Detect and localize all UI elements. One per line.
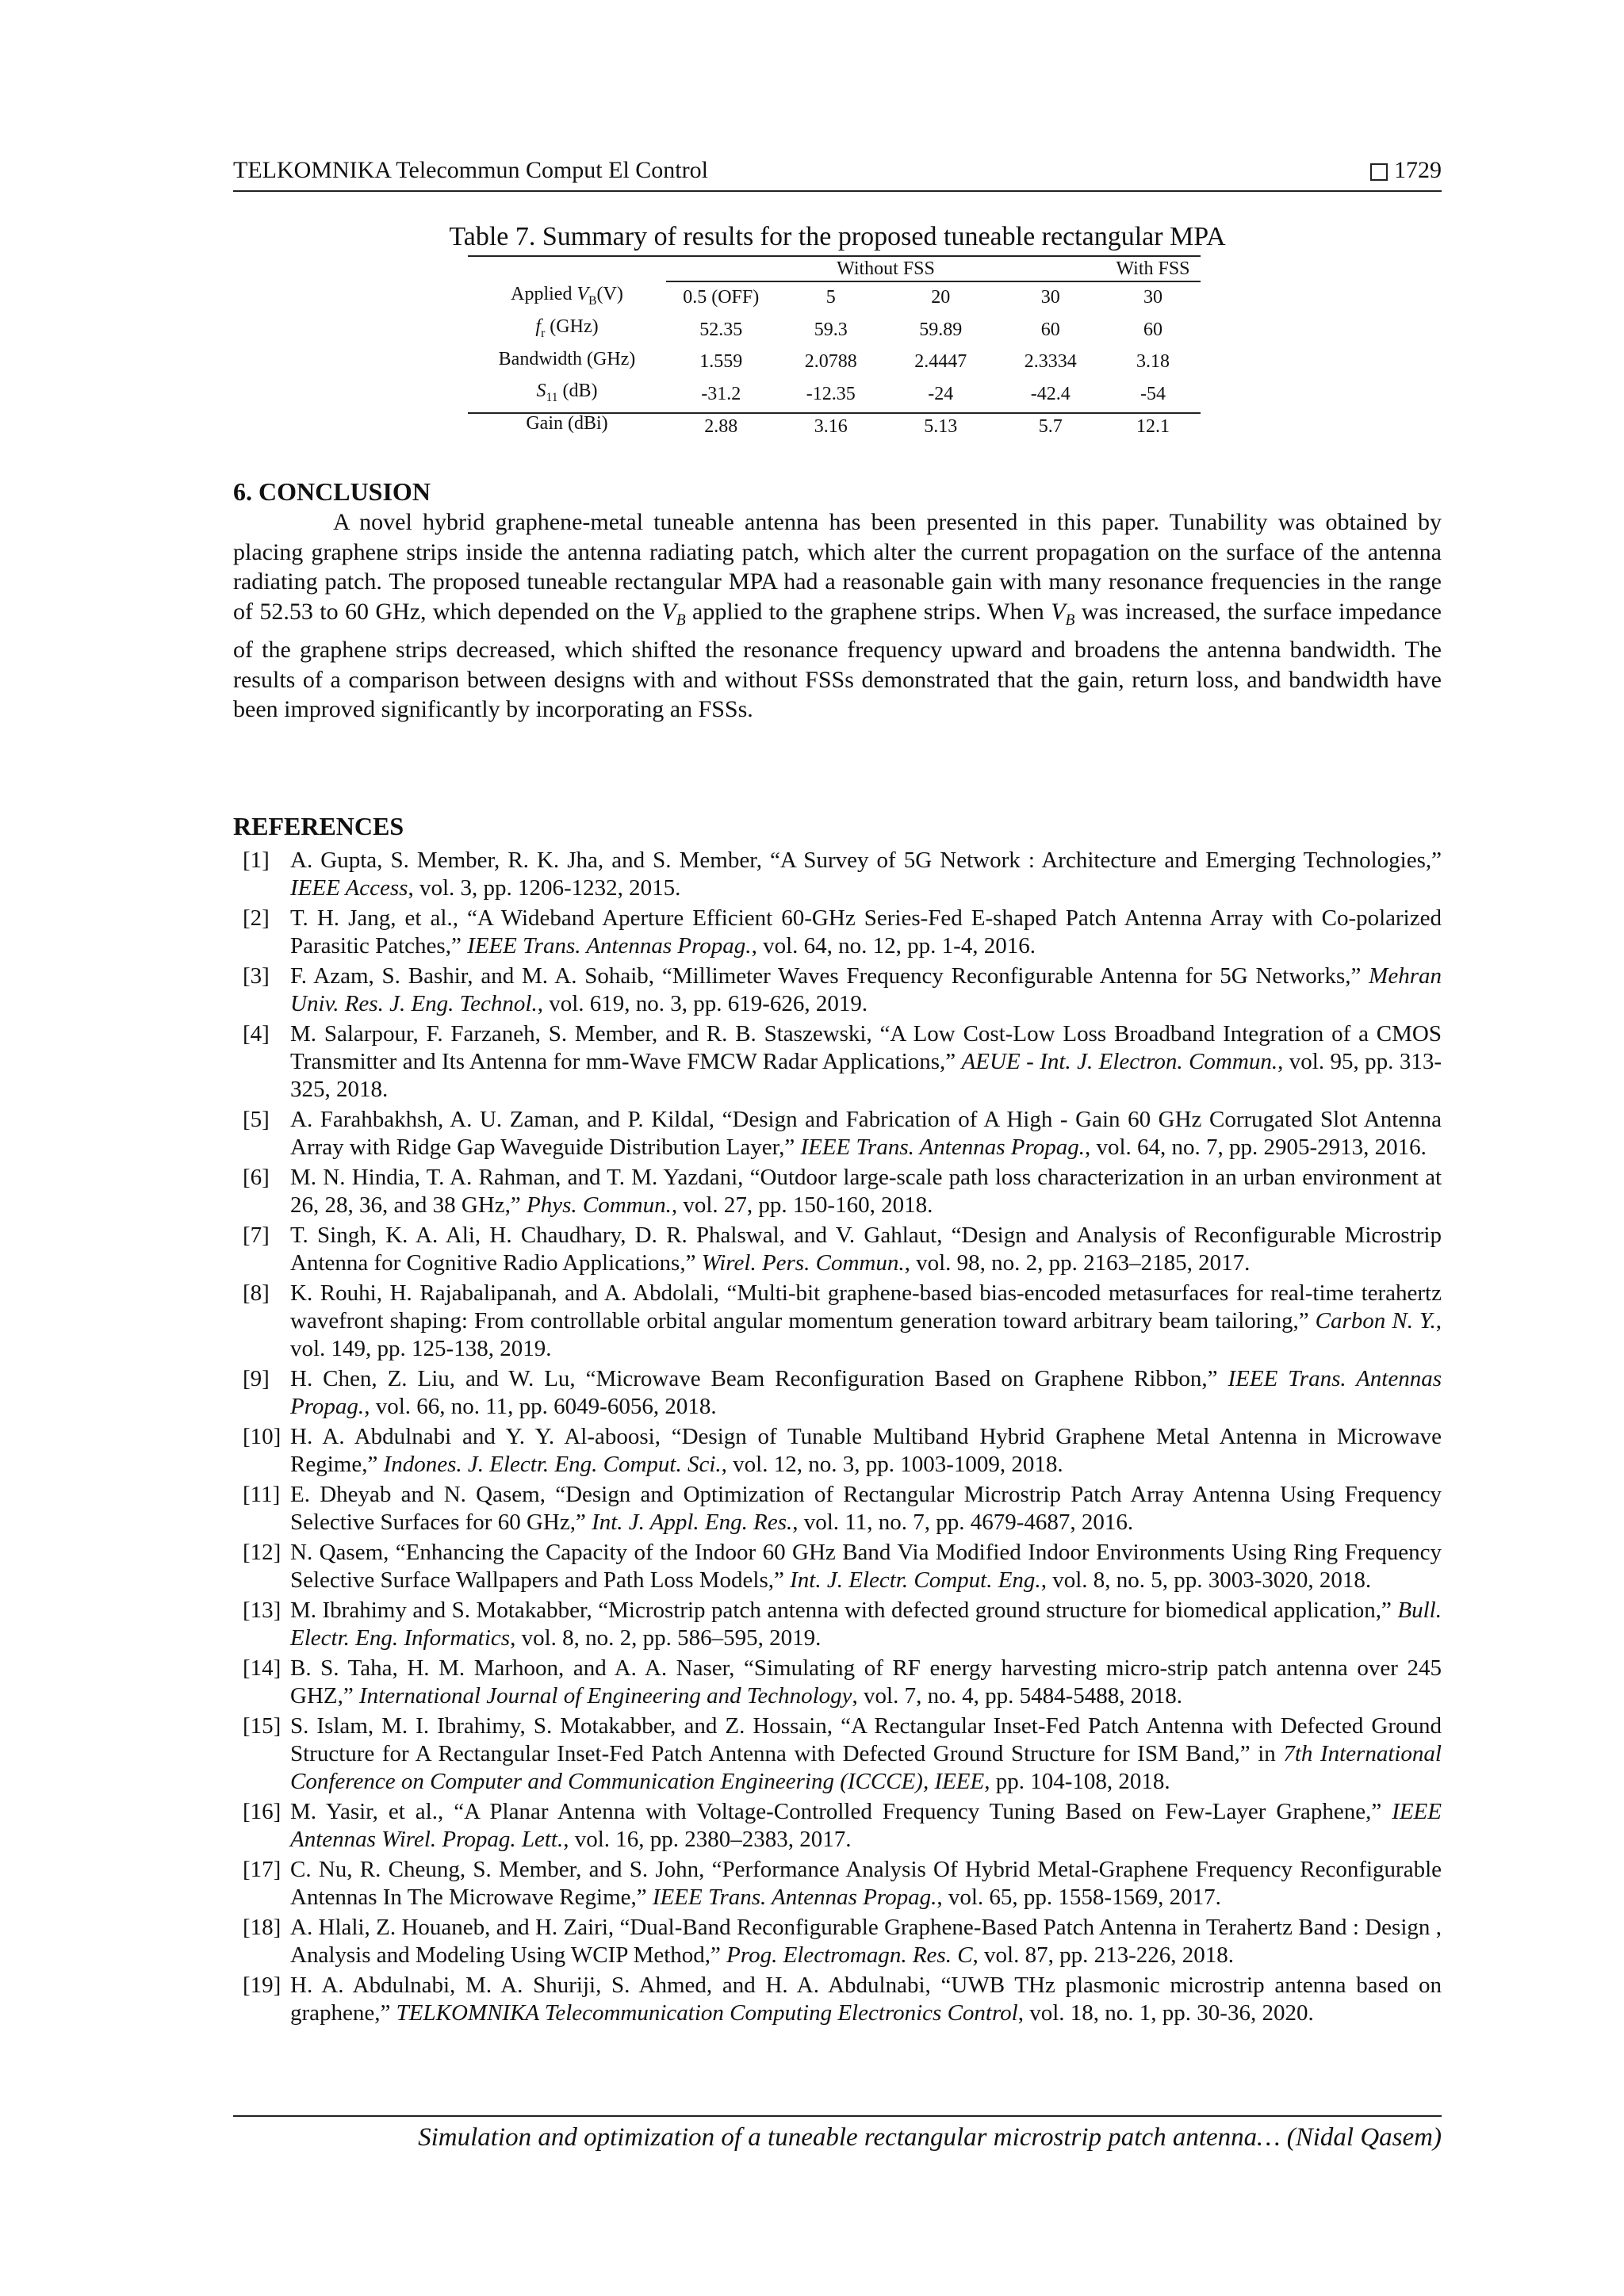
table-group-header-row bbox=[468, 257, 1201, 281]
reference-details: , vol. 16, pp. 2380–2383, 2017. bbox=[563, 1827, 852, 1852]
reference-number: [19] bbox=[243, 1973, 282, 1998]
reference-text: H. Chen, Z. Liu, and W. Lu, “Microwave Beam Reconfiguration Based on Graphene Ribbon,” bbox=[290, 1366, 1228, 1391]
table-row bbox=[468, 378, 1201, 411]
table-cell: 20 bbox=[931, 287, 951, 308]
reference-text: H. A. Abdulnabi, M. A. Shuriji, S. Ahmed, and H. A. Abdulnabi, “UWB THz plasmonic microstrip antenna based on graphene,” bbox=[290, 1973, 1442, 2026]
reference-number: [7] bbox=[243, 1223, 270, 1248]
table-row-label: Gain (dBi) bbox=[526, 413, 608, 434]
conclusion-text-part3: was increased, the surface impedance of the graphene strips decreased, which shifted the resonance frequency upward and broadens the antenna bandwidth. The results of a comparison between designs with and without FSSs demonstrated that the gain, return loss, and bandwidth have been improved significantly by incorporating an FSSs. bbox=[233, 598, 1442, 722]
reference-details: , vol. 66, no. 11, pp. 6049-6056, 2018. bbox=[364, 1394, 717, 1419]
table-cell: 3.18 bbox=[1136, 351, 1170, 373]
page-number: 1729 bbox=[1394, 157, 1442, 183]
reference-number: [2] bbox=[243, 905, 270, 931]
conclusion-text-part1: A novel hybrid graphene-metal tuneable antenna has been presented in this paper. Tunability was obtained by placing graphene strips inside the antenna radiating patch, which alter the current propagation on the surface of the antenna radiating patch. The proposed tuneable rectangular MPA had a reasonable gain with many resonance frequencies in the range of 52.53 to 60 GHz, which depended on the bbox=[233, 509, 1442, 625]
table-cell: -31.2 bbox=[701, 384, 741, 405]
reference-item bbox=[233, 1020, 1442, 1104]
table-row-label: $f_r$ (GHz) bbox=[535, 316, 599, 340]
reference-number: [4] bbox=[243, 1021, 270, 1047]
reference-number: [10] bbox=[243, 1424, 282, 1449]
footer-rule bbox=[233, 2115, 1442, 2117]
references-heading: REFERENCES bbox=[233, 812, 404, 840]
table-cell: 30 bbox=[1040, 287, 1060, 308]
reference-number: [8] bbox=[243, 1280, 270, 1306]
reference-number: [5] bbox=[243, 1107, 270, 1132]
reference-details: , vol. 7, no. 4, pp. 5484-5488, 2018. bbox=[852, 1683, 1183, 1709]
running-header bbox=[233, 155, 1442, 192]
table-cell: 2.3334 bbox=[1024, 351, 1077, 373]
results-table bbox=[468, 257, 1201, 443]
reference-item bbox=[233, 1106, 1442, 1161]
reference-details: , vol. 12, no. 3, pp. 1003-1009, 2018. bbox=[721, 1452, 1063, 1477]
reference-item bbox=[233, 1856, 1442, 1911]
reference-number: [17] bbox=[243, 1857, 282, 1882]
reference-details: , vol. 87, pp. 213-226, 2018. bbox=[972, 1942, 1235, 1968]
table-cell: 1.559 bbox=[699, 351, 743, 373]
table-cell: 52.35 bbox=[699, 319, 743, 340]
reference-details: , vol. 98, no. 2, pp. 2163–2185, 2017. bbox=[904, 1250, 1251, 1276]
reference-item bbox=[233, 962, 1442, 1018]
table-cell: 2.4447 bbox=[914, 351, 967, 373]
reference-text: M. Salarpour, F. Farzaneh, S. Member, and R. B. Staszewski, “A Low Cost-Low Loss Broadband Integration of a CMOS Transmitter and Its Antenna for mm-Wave FMCW Radar Applications,” bbox=[290, 1021, 1442, 1074]
reference-text: H. A. Abdulnabi and Y. Y. Al-aboosi, “Design of Tunable Multiband Hybrid Graphene Metal Antenna in Microwave Regime,” bbox=[290, 1424, 1442, 1477]
reference-number: [6] bbox=[243, 1165, 270, 1190]
reference-text: B. S. Taha, H. M. Marhoon, and A. A. Naser, “Simulating of RF energy harvesting micro-strip patch antenna over 245 GHZ,” bbox=[290, 1655, 1442, 1709]
reference-venue: Phys. Commun. bbox=[527, 1192, 672, 1218]
reference-details: , vol. 619, no. 3, pp. 619-626, 2019. bbox=[537, 991, 868, 1016]
table-cell: 2.0788 bbox=[804, 351, 857, 373]
reference-venue: 7th International Conference on Computer and Communication Engineering (ICCCE), IEEE bbox=[290, 1741, 1442, 1794]
reference-item bbox=[233, 1798, 1442, 1854]
reference-text: E. Dheyab and N. Qasem, “Design and Optimization of Rectangular Microstrip Patch Array Antenna Using Frequency Selective Surfaces for 60 GHz,” bbox=[290, 1482, 1442, 1535]
reference-text: A. Gupta, S. Member, R. K. Jha, and S. Member, “A Survey of 5G Network : Architecture and Emerging Technologies,” bbox=[290, 848, 1442, 873]
reference-venue: Indones. J. Electr. Eng. Comput. Sci. bbox=[383, 1452, 722, 1477]
conclusion-text-part2: applied to the graphene strips. When bbox=[685, 598, 1051, 625]
reference-venue: Int. J. Appl. Eng. Res. bbox=[592, 1510, 793, 1535]
reference-venue: Carbon N. Y. bbox=[1315, 1308, 1436, 1334]
table-row-label: Applied $V_B(V)$ bbox=[511, 284, 623, 308]
variable-vb: $V_B$ bbox=[1051, 598, 1075, 629]
reference-item bbox=[233, 1423, 1442, 1479]
reference-venue: Wirel. Pers. Commun. bbox=[701, 1250, 905, 1276]
conclusion-paragraph bbox=[233, 507, 1442, 725]
reference-item bbox=[233, 847, 1442, 902]
reference-venue: IEEE Access bbox=[290, 875, 408, 901]
reference-details: , vol. 64, no. 12, pp. 1-4, 2016. bbox=[751, 933, 1036, 959]
reference-venue: Int. J. Electr. Comput. Eng. bbox=[790, 1567, 1041, 1593]
reference-details: , pp. 104-108, 2018. bbox=[984, 1769, 1170, 1794]
reference-text: M. Ibrahimy and S. Motakabber, “Microstrip patch antenna with defected ground structure for biomedical application,” bbox=[290, 1598, 1398, 1623]
table-cell: 12.1 bbox=[1136, 416, 1170, 438]
reference-venue: Mehran Univ. Res. J. Eng. Technol. bbox=[290, 963, 1442, 1016]
reference-text: M. N. Hindia, T. A. Rahman, and T. M. Yazdani, “Outdoor large-scale path loss characterization in an urban environment at 26, 28, 36, and 38 GHz,” bbox=[290, 1165, 1442, 1218]
group-with-fss: With FSS bbox=[1105, 257, 1201, 281]
reference-item bbox=[233, 1280, 1442, 1363]
reference-text: S. Islam, M. I. Ibrahimy, S. Motakabber, and Z. Hossain, “A Rectangular Inset-Fed Patch Antenna with Defected Ground Structure for A Rectangular Inset-Fed Patch Antenna with Defected Ground Structure for ISM Band,” in bbox=[290, 1713, 1442, 1766]
table-cell: -12.35 bbox=[806, 384, 856, 405]
conclusion-heading: 6. CONCLUSION bbox=[233, 477, 431, 506]
reference-number: [16] bbox=[243, 1799, 282, 1824]
reference-details: , vol. 3, pp. 1206-1232, 2015. bbox=[408, 875, 681, 901]
reference-text: T. Singh, K. A. Ali, H. Chaudhary, D. R. Phalswal, and V. Gahlaut, “Design and Analysis of Reconfigurable Microstrip Antenna for Cognitive Radio Applications,” bbox=[290, 1223, 1442, 1276]
reference-venue: IEEE Trans. Antennas Propag. bbox=[290, 1366, 1442, 1419]
reference-item bbox=[233, 1655, 1442, 1710]
reference-venue: IEEE Trans. Antennas Propag. bbox=[652, 1885, 937, 1910]
checkbox-square-icon bbox=[1370, 163, 1388, 181]
table-cell: 2.88 bbox=[704, 416, 738, 438]
table-cell: -42.4 bbox=[1030, 384, 1071, 405]
reference-item bbox=[233, 1712, 1442, 1796]
reference-item bbox=[233, 1972, 1442, 2027]
table-bottom-rule bbox=[468, 412, 1201, 414]
reference-details: , vol. 95, pp. 313-325, 2018. bbox=[290, 1049, 1442, 1102]
reference-number: [15] bbox=[243, 1713, 282, 1739]
table-cell: 30 bbox=[1143, 287, 1162, 308]
reference-text: C. Nu, R. Cheung, S. Member, and S. John, “Performance Analysis Of Hybrid Metal-Graphene Frequency Reconfigurable Antennas In The Microwave Regime,” bbox=[290, 1857, 1442, 1910]
reference-number: [11] bbox=[243, 1482, 281, 1507]
reference-venue: Bull. Electr. Eng. Informatics bbox=[290, 1598, 1442, 1651]
references-list bbox=[233, 847, 1442, 2030]
table-cell: 5 bbox=[825, 287, 836, 308]
reference-details: , vol. 65, pp. 1558-1569, 2017. bbox=[936, 1885, 1221, 1910]
reference-number: [9] bbox=[243, 1366, 270, 1391]
variable-vb: $V_B$ bbox=[661, 598, 686, 629]
reference-item bbox=[233, 1597, 1442, 1652]
table-row bbox=[468, 346, 1201, 379]
table-cell: 5.13 bbox=[924, 416, 958, 438]
reference-text: T. H. Jang, et al., “A Wideband Aperture Efficient 60-GHz Series-Fed E-shaped Patch Antenna Array with Co-polarized Parasitic Patches,” bbox=[290, 905, 1442, 959]
reference-details: , vol. 64, no. 7, pp. 2905-2913, 2016. bbox=[1084, 1135, 1427, 1160]
reference-text: N. Qasem, “Enhancing the Capacity of the Indoor 60 GHz Band Via Modified Indoor Environments Using Ring Frequency Selective Surface Wallpapers and Path Loss Models,” bbox=[290, 1540, 1442, 1593]
reference-text: A. Hlali, Z. Houaneb, and H. Zairi, “Dual-Band Reconfigurable Graphene-Based Patch Antenna in Terahertz Band : Design , Analysis and Modeling Using WCIP Method,” bbox=[290, 1915, 1442, 1968]
reference-text: M. Yasir, et al., “A Planar Antenna with Voltage-Controlled Frequency Tuning Based on Few-Layer Graphene,” bbox=[290, 1799, 1392, 1824]
reference-details: , vol. 8, no. 5, pp. 3003-3020, 2018. bbox=[1040, 1567, 1372, 1593]
reference-venue: AEUE - Int. J. Electron. Commun. bbox=[961, 1049, 1278, 1074]
reference-item bbox=[233, 1222, 1442, 1277]
table-cell: 60 bbox=[1143, 319, 1162, 340]
reference-venue: International Journal of Engineering and Technology bbox=[358, 1683, 852, 1709]
reference-item bbox=[233, 905, 1442, 960]
group-without-fss: Without FSS bbox=[666, 257, 1105, 281]
reference-venue: IEEE Trans. Antennas Propag. bbox=[800, 1135, 1085, 1160]
reference-number: [1] bbox=[243, 848, 270, 873]
reference-text: A. Farahbakhsh, A. U. Zaman, and P. Kildal, “Design and Fabrication of A High - Gain 60 GHz Corrugated Slot Antenna Array with Ridge Gap Waveguide Distribution Layer,” bbox=[290, 1107, 1442, 1160]
table-cell: 60 bbox=[1040, 319, 1060, 340]
reference-venue: TELKOMNIKA Telecommunication Computing Electronics Control bbox=[396, 2000, 1018, 2026]
reference-item bbox=[233, 1164, 1442, 1219]
table-cell: -54 bbox=[1140, 384, 1166, 405]
reference-text: F. Azam, S. Bashir, and M. A. Sohaib, “Millimeter Waves Frequency Reconfigurable Antenna for 5G Networks,” bbox=[290, 963, 1369, 989]
reference-details: , vol. 149, pp. 125-138, 2019. bbox=[290, 1308, 1442, 1361]
reference-text: K. Rouhi, H. Rajabalipanah, and A. Abdolali, “Multi-bit graphene-based bias-encoded metasurfaces for real-time terahertz wavefront shaping: From controllable orbital angular momentum generation toward arbitrary beam tailoring,” bbox=[290, 1280, 1442, 1334]
table-cell: -24 bbox=[928, 384, 954, 405]
reference-venue: IEEE Trans. Antennas Propag. bbox=[467, 933, 752, 959]
table-row-label: Bandwidth (GHz) bbox=[498, 348, 636, 369]
reference-item bbox=[233, 1481, 1442, 1536]
footer-running-title: Simulation and optimization of a tuneable rectangular microstrip patch antenna… (Nidal Qasem) bbox=[418, 2123, 1442, 2152]
journal-name: TELKOMNIKA Telecommun Comput El Control bbox=[233, 157, 708, 183]
reference-details: , vol. 18, no. 1, pp. 30-36, 2020. bbox=[1017, 2000, 1314, 2026]
reference-number: [12] bbox=[243, 1540, 282, 1565]
table-row bbox=[468, 314, 1201, 346]
table-cell: 0.5 (OFF) bbox=[683, 287, 760, 308]
reference-number: [3] bbox=[243, 963, 270, 989]
reference-number: [18] bbox=[243, 1915, 282, 1940]
table-caption: Table 7. Summary of results for the proposed tuneable rectangular MPA bbox=[449, 222, 1226, 251]
reference-details: , vol. 27, pp. 150-160, 2018. bbox=[671, 1192, 933, 1218]
reference-venue: IEEE Antennas Wirel. Propag. Lett. bbox=[290, 1799, 1442, 1852]
reference-item bbox=[233, 1539, 1442, 1594]
reference-number: [14] bbox=[243, 1655, 282, 1681]
reference-item bbox=[233, 1365, 1442, 1421]
reference-details: , vol. 8, no. 2, pp. 586–595, 2019. bbox=[510, 1625, 822, 1651]
table-cell: 59.89 bbox=[919, 319, 963, 340]
table-row bbox=[468, 281, 1201, 314]
reference-venue: Prog. Electromagn. Res. C bbox=[726, 1942, 973, 1968]
table-row bbox=[468, 411, 1201, 443]
table-cell: 59.3 bbox=[814, 319, 848, 340]
reference-details: , vol. 11, no. 7, pp. 4679-4687, 2016. bbox=[792, 1510, 1134, 1535]
table-cell: 3.16 bbox=[814, 416, 848, 438]
table-row-label: $S_{11}$ (dB) bbox=[536, 381, 598, 405]
reference-number: [13] bbox=[243, 1598, 282, 1623]
reference-item bbox=[233, 1914, 1442, 1969]
table-cell: 5.7 bbox=[1038, 416, 1063, 438]
